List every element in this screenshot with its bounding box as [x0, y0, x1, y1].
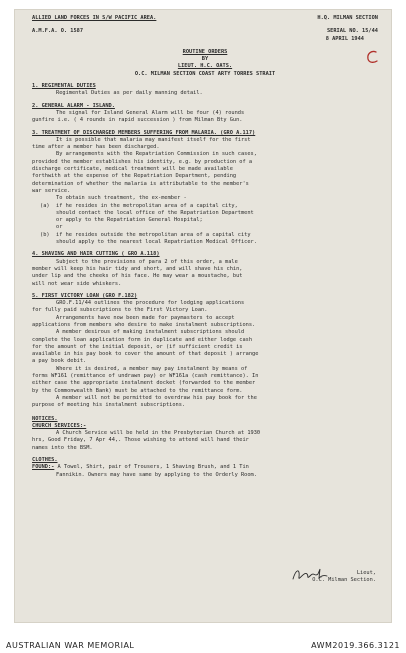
document-page	[14, 9, 392, 623]
red-pencil-mark	[365, 49, 379, 65]
header-right-top: H.Q. MILMAN SECTION	[317, 15, 378, 21]
section-5-line: A member will not be permitted to overdraw his pay book for the	[56, 394, 257, 401]
archive-footer	[0, 637, 406, 653]
header-serial: SERIAL NO. 15/44	[326, 28, 378, 35]
section-2-heading: 2. GENERAL ALARM - ISLAND.	[32, 102, 115, 109]
section-3-item-a	[32, 203, 378, 210]
section-5-line: for fully paid subscriptions to the First Victory Loan.	[32, 307, 208, 314]
section-4-line: will not wear side whiskers.	[32, 280, 122, 287]
section-3-line: discharge certificate, medical treatment will be made available	[32, 166, 233, 173]
section-5-heading: 5. FIRST VICTORY LOAN (GRO F.182)	[32, 292, 138, 299]
clothes-heading: CLOTHES.	[32, 457, 58, 464]
section-4-line: under lip and the cheeks of his face. He may wear a moustache, but	[32, 273, 243, 280]
found-label: FOUND:-	[32, 464, 55, 471]
section-5-line: by the Commonwealth Bank) must be attached to the remittance form.	[32, 387, 243, 394]
title-line-2: BY	[201, 56, 209, 63]
footer-accession-number: AWM2019.366.3121	[311, 640, 400, 650]
header-date-row	[32, 36, 378, 43]
item-b-line: if he resides outside the metropolitan area of a capital city	[56, 231, 251, 238]
church-line: names into the BSM.	[32, 444, 93, 451]
section-5-line: GRO.F.11/44 outlines the procedure for lodging applications	[56, 300, 245, 307]
header-code-row	[32, 28, 378, 35]
item-b-line: should apply to the nearest local Repatriation Medical Officer.	[56, 239, 257, 246]
section-3-line: war service.	[32, 187, 71, 194]
section-3-line: provided the member establishes his identity, e.g. by production of a	[32, 158, 253, 165]
section-3-line: determination of whether the malaria is attributable to the member's	[32, 180, 249, 187]
routine-orders-text	[32, 15, 378, 479]
section-5-line: for the amount of the initial deposit, or (if sufficient credit is	[32, 343, 243, 350]
section-2-line: The signal for Island General Alarm will be four (4) rounds	[56, 109, 245, 116]
section-3-line: By arrangements with the Repatriation Commission in such cases,	[56, 151, 257, 158]
church-services-heading: CHURCH SERVICES:-	[32, 422, 87, 429]
header-top-row	[32, 15, 378, 22]
section-4-heading: 4. SHAVING AND HAIR CUTTING ( GRO A.118)	[32, 251, 160, 258]
notices-heading: NOTICES.	[32, 415, 58, 422]
footer-institution: AUSTRALIAN WAR MEMORIAL	[6, 640, 135, 650]
signature-block	[312, 570, 376, 585]
section-5-line: Arrangements have now been made for paymasters to accept	[56, 314, 235, 321]
section-3-item-b	[32, 232, 378, 239]
section-5-line: available in his pay book to cover the amount of that deposit ) arrange	[32, 351, 259, 358]
item-a-line: or apply to the Repatriation General Hospital;	[56, 217, 203, 224]
section-5-line: applications from members who desire to make instalment subscriptions.	[32, 321, 256, 328]
section-2-line: gunfire i.e. ( 4 rounds in rapid succession ) from Milman Bty Gun.	[32, 117, 243, 124]
title-line-4: O.C. MILMAN SECTION COAST ARTY TORRES STRAIT	[134, 70, 276, 77]
church-line: hrs, Good Friday, 7 Apr 44,. Those wishing to attend will hand their	[32, 437, 249, 444]
section-3-line: It is possible that malaria may manifest itself for the first	[56, 136, 251, 143]
section-5-line: either case the appropriate instalment docket (forwarded to the member	[32, 380, 256, 387]
section-5-line: Where it is desired, a member may pay instalment by means of	[56, 365, 248, 372]
section-5-line: complete the loan application form in duplicate and either lodge cash	[32, 336, 253, 343]
item-a-line: should contact the local office of the Repatriation Department	[56, 209, 254, 216]
section-1-heading: 1. REGIMENTAL DUTIES	[32, 83, 96, 90]
title-line-1: ROUTINE ORDERS	[182, 48, 228, 55]
church-line: A Church Service will be held in the Presbyterian Church at 1930	[56, 430, 261, 437]
section-4-line: member will keep his hair tidy and short, and will shave his chin,	[32, 265, 243, 272]
section-3-line: forthwith at the expense of the Repatriation Department, pending	[32, 173, 237, 180]
section-3-heading: 3. TREATMENT OF DISCHARGED MEMBERS SUFFERING FROM MALARIA. (GRO A.117)	[32, 129, 256, 136]
item-b-label: (b)	[40, 231, 50, 238]
signature-appointment: O.C. Milman Section.	[312, 577, 376, 584]
item-a-line: if he resides in the metropolitan area of a capital city,	[56, 202, 238, 209]
item-a-label: (a)	[40, 202, 50, 209]
section-3-line: time after a member has been discharged.	[32, 144, 160, 151]
section-1-body: Regimental Duties as per daily manning detail.	[56, 90, 203, 97]
title-line-3: LIEUT. H.C. OATS.	[177, 63, 233, 70]
header-left-code: A.M.F.A. O. 1587	[32, 28, 84, 35]
section-3-line: To obtain such treatment, the ex-member -	[56, 195, 187, 202]
section-5-line: purpose of meeting his instalment subscriptions.	[32, 402, 186, 409]
found-line	[32, 464, 378, 471]
section-3-or: or	[56, 224, 63, 231]
header-date: 8 APRIL 1944	[325, 35, 364, 42]
found-text: A Towel, Shirt, pair of Trousers, 1 Shaving Brush, and 1 Tin	[57, 464, 249, 471]
section-4-line: Subject to the provisions of para 2 of this order, a male	[56, 258, 238, 265]
section-5-line: A member desirous of making instalment subscriptions should	[56, 329, 245, 336]
header-left-top: ALLIED LAND FORCES IN S/W PACIFIC AREA.	[32, 15, 157, 21]
section-5-line: a pay book debit.	[32, 358, 87, 365]
found-line-2: Fannikin. Owners may have same by applying to the Orderly Room.	[56, 471, 257, 478]
section-5-line: forms WF161 (remittance of undrawn pay) or WF161a (cash remittance). In	[32, 373, 259, 380]
signature-rank: Lieut,	[356, 570, 376, 576]
